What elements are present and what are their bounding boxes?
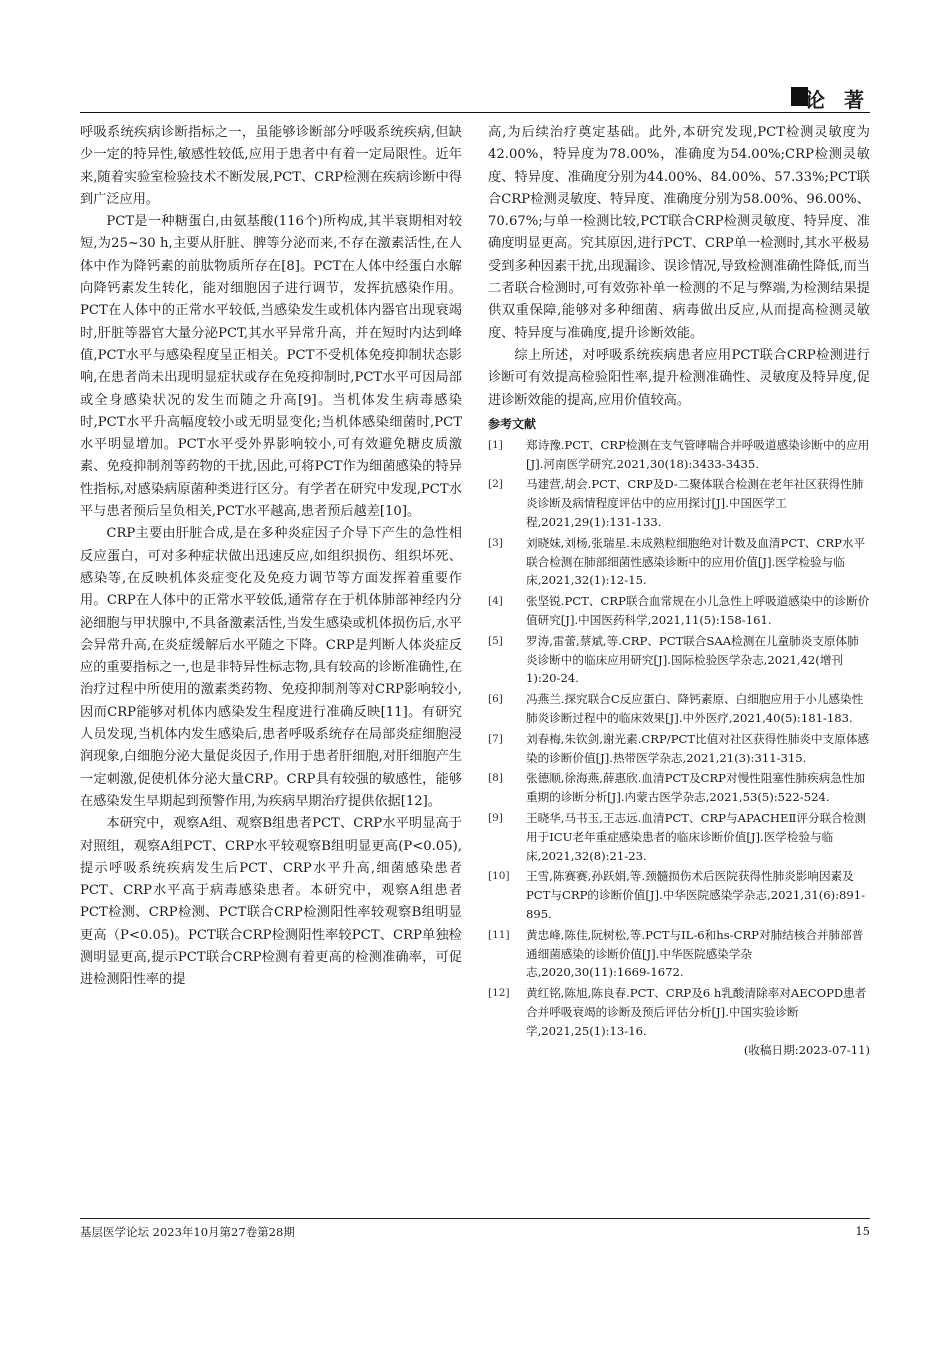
reference-text: 王晓华,马书玉,王志远.血清PCT、CRP与APACHEⅡ评分联合检测用于ICU老年重症感染患者的临床诊断价值[J].医学检验与临床,2021,32(8):21-23. (526, 811, 866, 863)
reference-number: [11] (488, 928, 510, 941)
reference-text: 黄忠峰,陈佳,阮树松,等.PCT与IL-6和hs-CRP对肺结核合并肺部普通细菌感染的诊断价值[J].中华医院感染学杂志,2020,30(11):1669-1672. (526, 927, 864, 980)
references-heading: 参考文献 (488, 416, 537, 431)
footer-rule (80, 1218, 870, 1219)
running-header (80, 86, 870, 110)
reference-item (488, 926, 870, 982)
reference-number: [3] (488, 536, 503, 549)
body-paragraph: 本研究中，观察A组、观察B组患者PCT、CRP水平明显高于对照组，观察A组PCT、CRP水平较观察B组明显更高(P<0.05),提示呼吸系统疾病发生后PCT、CRP水平升高,细菌感染患者PCT、CRP水平高于病毒感染患者。本研究中，观察A组患者PCT检测、CRP检测、PCT联合CRP检测阳性率较观察B组明显更高（P<0.05)。PCT联合CRP检测阳性率较PCT、CRP单独检测明显更高,提示PCT联合CRP检测有着更高的检测准确率，可促进检测阳性率的提 (80, 816, 462, 988)
reference-item (488, 436, 870, 474)
reference-item (488, 809, 870, 865)
body-paragraph: 高,为后续治疗奠定基础。此外,本研究发现,PCT检测灵敏度为42.00%，特异度为78.00%，准确度为54.00%;CRP检测灵敏度、特异度、准确度分别为44.00%、84.00%、57.33%;PCT联合CRP检测灵敏度、特异度、准确度分别为58.00%、96.00%、70.67%;与单一检测比较,PCT联合CRP检测灵敏度、特异度、准确度明显更高。究其原因,进行PCT、CRP单一检测时,其水平极易受到多种因素干扰,出现漏诊、误诊情况,导致检测准确性降低,而当二者联合检测时,可有效弥补单一检测的不足与弊端,为检测结果提供双重保障,能够对多种细菌、病毒做出反应,从而提高检测灵敏度、特异度与准确度,提升诊断效能。 (488, 125, 870, 341)
references-list (488, 436, 870, 1041)
body-paragraph: 呼吸系统疾病诊断指标之一，虽能够诊断部分呼吸系统疾病,但缺少一定的特异性,敏感性较低,应用于患者中有着一定局限性。近年来,随着实验室检验技术不断发展,PCT、CRP检测在疾病诊断中得到广泛应用。 (80, 125, 462, 207)
reference-text: 郑诗豫.PCT、CRP检测在支气管哮喘合并呼吸道感染诊断中的应用[J].河南医学研究,2021,30(18):3433-3435. (526, 437, 870, 471)
reference-item (488, 592, 870, 630)
reference-number: [6] (488, 693, 503, 706)
reference-text: 刘晓妹,刘杨,张瑞星.未成熟粒细胞绝对计数及血清PCT、CRP水平联合检测在肺部细菌性感染诊断中的应用价值[J].医学检验与临床,2021,32(1):12-15. (526, 535, 866, 588)
journal-footer: 基层医学论坛 2023年10月第27卷第28期 (80, 1225, 295, 1239)
reference-item (488, 475, 870, 531)
reference-number: [5] (488, 634, 503, 647)
reference-item (488, 769, 870, 807)
reference-text: 张德顺,徐海燕,薛惠欣.血清PCT及CRP对慢性阻塞性肺疾病急性加重期的诊断分析[J].内蒙古医学杂志,2021,53(5):522-524. (526, 771, 866, 805)
reference-item (488, 984, 870, 1040)
reference-text: 黄红铭,陈旭,陈良春.PCT、CRP及6 h乳酸清除率对AECOPD患者合并呼吸衰竭的诊断及预后评估分析[J].中国实验诊断学,2021,25(1):13-16. (526, 986, 867, 1038)
reference-number: [10] (488, 870, 510, 883)
reference-text: 张坚锐.PCT、CRP联合血常规在小儿急性上呼吸道感染中的诊断价值研究[J].中国医药科学,2021,11(5):158-161. (526, 594, 870, 628)
section-label: 论 著 (805, 88, 870, 112)
reference-text: 罗涛,雷蕾,蔡斌,等.CRP、PCT联合SAA检测在儿童肺炎支原体肺炎诊断中的临床应用研究[J].国际检验医学杂志,2021,42(增刊1):20-24. (526, 633, 859, 686)
reference-number: [1] (488, 438, 503, 451)
reference-text: 冯燕兰.探究联合C反应蛋白、降钙素原、白细胞应用于小儿感染性肺炎诊断过程中的临床效果[J].中外医疗,2021,40(5):181-183. (526, 692, 864, 726)
body-paragraph: 综上所述，对呼吸系统疾病患者应用PCT联合CRP检测进行诊断可有效提高检验阳性率,提升检测准确性、灵敏度及特异度,促进诊断效能的提高,应用价值较高。 (488, 347, 870, 408)
reference-text: 王雪,陈赛赛,孙跃娟,等.颈髓损伤术后医院获得性肺炎影响因素及PCT与CRP的诊断价值[J].中华医院感染学杂志,2021,31(6):891-895. (526, 869, 866, 921)
reference-text: 刘春梅,朱钦剑,谢光素.CRP/PCT比值对社区获得性肺炎中支原体感染的诊断价值[J].热带医学杂志,2021,21(3):311-315. (526, 731, 870, 765)
page-number: 15 (855, 1224, 870, 1238)
reference-item (488, 730, 870, 768)
reference-item (488, 690, 870, 728)
reference-number: [9] (488, 812, 503, 824)
header-rule (80, 112, 870, 113)
received-date: (收稿日期:2023-07-11) (743, 1042, 870, 1057)
reference-number: [12] (488, 987, 510, 1000)
reference-number: [2] (488, 478, 503, 491)
reference-item (488, 534, 870, 590)
body-paragraph: CRP主要由肝脏合成,是在多种炎症因子介导下产生的急性相反应蛋白，可对多种症状做出迅速反应,如组织损伤、组织坏死、感染等,在反映机体炎症变化及免疫力调节等方面发挥着重要作用。CRP在人体中的正常水平较低,通常存在于机体肺部神经内分泌细胞与甲状腺中,不具备激素活性,当发生感染或机体损伤后,水平会异常升高,在炎症缓解后水平随之下降。CRP是判断人体炎症反应的重要指标之一,也是非特异性标志物,具有较高的诊断准确性,在治疗过程中所使用的激素类药物、免疫抑制剂等对CRP影响较小,因而CRP能够对机体内感染发生程度进行准确反映[11]。有研究人员发现,当机体内发生感染后,患者呼吸系统存在局部炎症细胞浸润现象,白细胞分泌大量促炎因子,作用于患者肝细胞,对肝细胞产生一定刺激,促使机体分泌大量CRP。CRP具有较强的敏感性，能够在感染发生早期起到预警作用,为疾病早期治疗提供依据[12]。 (80, 526, 462, 809)
reference-number: [7] (488, 732, 503, 745)
reference-item (488, 632, 870, 688)
right-column (488, 122, 870, 1060)
left-column (80, 122, 462, 992)
body-paragraph: PCT是一种糖蛋白,由氨基酸(116个)所构成,其半衰期相对较短,为25~30 h,主要从肝脏、脾等分泌而来,不存在激素活性,在人体中作为降钙素的前肽物质所存在[8]。PCT在人体中经蛋白水解向降钙素发生转化，能对细胞因子进行调节，发挥抗感染作用。PCT在人体中的正常水平较低,当感染发生或机体内器官出现衰竭时,肝脏等器官大量分泌PCT,其水平异常升高，并在短时内达到峰值,PCT水平与感染程度呈正相关。PCT不受机体免疫抑制状态影响,在患者尚未出现明显症状或存在免疫抑制时,PCT水平可因局部或全身感染状况的发生而随之升高[9]。当机体发生病毒感染时,PCT水平升高幅度较小或无明显变化;当机体感染细菌时,PCT水平明显增加。PCT水平受外界影响较小,可有效避免糖皮质激素、免疫抑制剂等药物的干扰,因此,可将PCT作为细菌感染的特异性指标,对感染病原菌种类进行区分。有学者在研究中发现,PCT水平与患者预后呈负相关,PCT水平越高,患者预后越差[10]。 (80, 214, 462, 520)
reference-number: [8] (488, 772, 503, 785)
reference-item (488, 867, 870, 923)
reference-text: 马建营,胡会.PCT、CRP及D-二聚体联合检测在老年社区获得性肺炎诊断及病情程度评估中的应用探讨[J].中国医学工程,2021,29(1):131-133. (526, 477, 864, 530)
reference-number: [4] (488, 595, 503, 608)
